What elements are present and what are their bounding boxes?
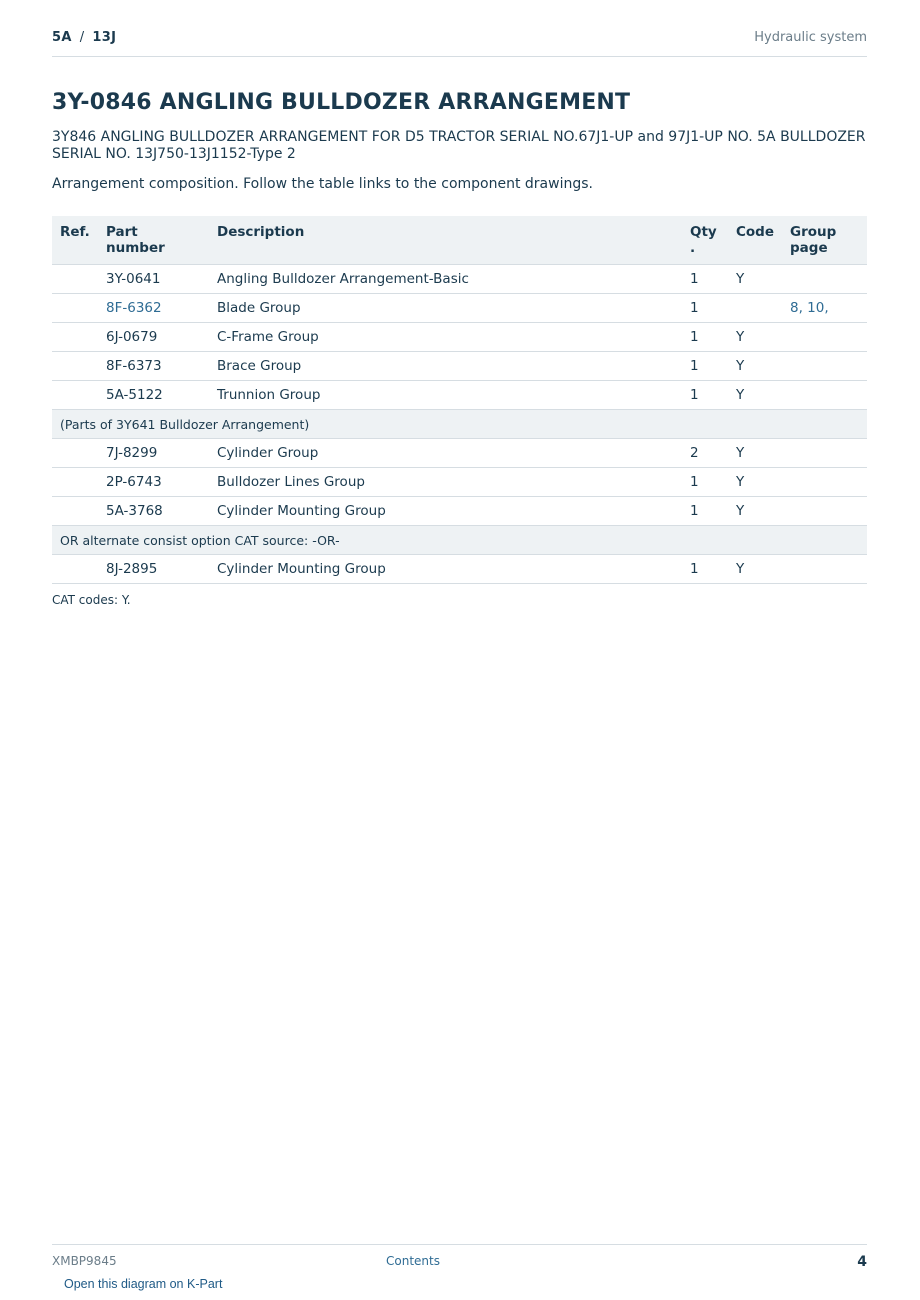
cell-ref [52, 323, 98, 352]
table-note-row [52, 410, 867, 439]
cell-part-number: 2P-6743 [98, 468, 209, 497]
cell-code: Y [728, 323, 782, 352]
cell-ref [52, 439, 98, 468]
cell-description: C-Frame Group [209, 323, 682, 352]
cell-ref [52, 294, 98, 323]
cell-description: Cylinder Mounting Group [209, 497, 682, 526]
page-header [52, 0, 867, 57]
table-row [52, 265, 867, 294]
cell-qty: 1 [682, 294, 728, 323]
table-note-row [52, 526, 867, 555]
cell-qty: 1 [682, 381, 728, 410]
cell-group-page [782, 497, 867, 526]
cell-part-number: 6J-0679 [98, 323, 209, 352]
cell-description: Trunnion Group [209, 381, 682, 410]
cell-code: Y [728, 439, 782, 468]
col-header-group-page: Group page [782, 216, 867, 265]
breadcrumb-serial[interactable]: 13J [92, 30, 117, 45]
cell-part-number: 8F-6373 [98, 352, 209, 381]
document-id: XMBP9845 [52, 1254, 117, 1268]
contents-link[interactable]: Contents [386, 1254, 440, 1268]
cell-qty: 1 [682, 555, 728, 584]
open-in-kpart-link[interactable]: Open this diagram on K-Part [64, 1277, 223, 1291]
col-header-ref: Ref. [52, 216, 98, 265]
breadcrumb [52, 30, 116, 45]
cell-group-page [782, 439, 867, 468]
col-header-part-number: Part number [98, 216, 209, 265]
cell-ref [52, 497, 98, 526]
breadcrumb-model[interactable]: 5A [52, 30, 72, 45]
cell-ref [52, 352, 98, 381]
note-text: OR alternate consist option CAT source: -OR- [52, 526, 867, 555]
intro-text: Arrangement composition. Follow the table links to the component drawings. [52, 176, 593, 192]
cell-code: Y [728, 555, 782, 584]
col-header-qty: Qty . [682, 216, 728, 265]
cell-group-page [782, 265, 867, 294]
cell-ref [52, 265, 98, 294]
section-name: Hydraulic system [754, 30, 867, 45]
group-page-links[interactable]: 8, 10, [782, 294, 867, 323]
cell-ref [52, 468, 98, 497]
cell-code: Y [728, 381, 782, 410]
table-row [52, 323, 867, 352]
cell-description: Angling Bulldozer Arrangement-Basic [209, 265, 682, 294]
cell-code: Y [728, 468, 782, 497]
cell-code: Y [728, 497, 782, 526]
cell-description: Brace Group [209, 352, 682, 381]
page-title: 3Y-0846 ANGLING BULLDOZER ARRANGEMENT [52, 90, 631, 115]
page-subtitle: 3Y846 ANGLING BULLDOZER ARRANGEMENT FOR D5 TRACTOR SERIAL NO.67J1-UP and 97J1-UP NO. 5A BULLDOZER SERIAL NO. 13J750-13J1152-Type 2 [52, 129, 866, 162]
cell-group-page [782, 381, 867, 410]
cell-group-page [782, 323, 867, 352]
cell-ref [52, 555, 98, 584]
cell-qty: 1 [682, 265, 728, 294]
cell-description: Cylinder Mounting Group [209, 555, 682, 584]
cell-description: Cylinder Group [209, 439, 682, 468]
cell-code [728, 294, 782, 323]
table-row [52, 381, 867, 410]
note-text: (Parts of 3Y641 Bulldozer Arrangement) [52, 410, 867, 439]
cell-part-number: 5A-3768 [98, 497, 209, 526]
col-header-description: Description [209, 216, 682, 265]
cell-qty: 2 [682, 439, 728, 468]
breadcrumb-separator: / [79, 30, 85, 45]
cell-group-page [782, 555, 867, 584]
cell-part-number: 5A-5122 [98, 381, 209, 410]
page-number: 4 [857, 1254, 867, 1270]
cell-part-number: 3Y-0641 [98, 265, 209, 294]
table-row [52, 439, 867, 468]
cell-part-number: 8J-2895 [98, 555, 209, 584]
table-row [52, 294, 867, 323]
cell-group-page [782, 352, 867, 381]
cell-qty: 1 [682, 468, 728, 497]
part-number-link[interactable]: 8F-6362 [98, 294, 209, 323]
cell-part-number: 7J-8299 [98, 439, 209, 468]
table-row [52, 497, 867, 526]
table-row [52, 555, 867, 584]
parts-table [52, 216, 867, 584]
cell-ref [52, 381, 98, 410]
cell-qty: 1 [682, 497, 728, 526]
cat-codes-note: CAT codes: Y. [52, 593, 131, 607]
cell-group-page [782, 468, 867, 497]
cell-qty: 1 [682, 323, 728, 352]
cell-code: Y [728, 265, 782, 294]
table-row [52, 468, 867, 497]
cell-description: Bulldozer Lines Group [209, 468, 682, 497]
col-header-code: Code [728, 216, 782, 265]
cell-qty: 1 [682, 352, 728, 381]
table-row [52, 352, 867, 381]
cell-description: Blade Group [209, 294, 682, 323]
table-header-row [52, 216, 867, 265]
cell-code: Y [728, 352, 782, 381]
